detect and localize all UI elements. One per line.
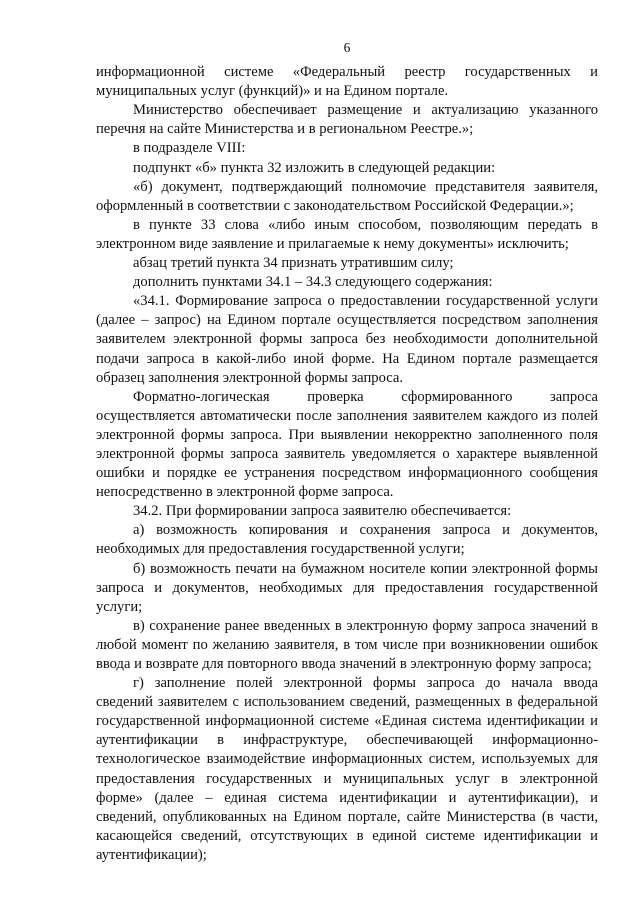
- paragraph: «б) документ, подтверждающий полномочие представителя заявителя, оформленный в соответствии с законодательством Российской Федерации.»;: [96, 178, 598, 214]
- page-number: 6: [343, 40, 351, 55]
- paragraph: а) возможность копирования и сохранения запроса и документов, необходимых для предоставления государственной услуги;: [96, 522, 598, 558]
- paragraph: в) сохранение ранее введенных в электронную форму запроса значений в любой момент по желанию заявителя, в том числе при возникновении ошибок ввода и возврате для повторного ввода значений в электронную форму запроса;: [96, 617, 598, 672]
- paragraph: в подразделе VIII:: [133, 140, 246, 157]
- paragraph: г) заполнение полей электронной формы запроса до начала ввода сведений заявителем с использованием сведений, размещенных в федеральной государственной информационной системе «Единая система идентификации и аутентификации в инфраструктуре, обеспечивающей информационно-технологическое взаимодействие информационных систем, используемых для предоставления государственных и муниципальных услуг в электронной форме» (далее – единая система идентификации и аутентификации), и сведений, опубликованных на Едином портале, сайте Министерства (в части, касающейся сведений, отсутствующих в единой системе идентификации и аутентификации);: [96, 675, 598, 863]
- paragraph: абзац третий пункта 34 признать утратившим силу;: [133, 255, 454, 272]
- paragraph: б) возможность печати на бумажном носителе копии электронной формы запроса и документов, необходимых для предоставления государственной услуги;: [96, 560, 598, 615]
- paragraph: Министерство обеспечивает размещение и актуализацию указанного перечня на сайте Министерства и в региональном Реестре.»;: [96, 102, 598, 138]
- paragraph: подпункт «б» пункта 32 изложить в следующей редакции:: [133, 159, 496, 176]
- paragraph: Форматно-логическая проверка сформированного запроса осуществляется автоматически после заполнения заявителем каждого из полей электронной формы запроса. При выявлении некорректно заполненного поля электронной формы запроса заявитель уведомляется о характере выявленной ошибки и порядке ее устранения посредством информационного сообщения непосредственно в электронной форме запроса.: [96, 388, 598, 501]
- document-body: [96, 63, 598, 865]
- paragraph: 34.2. При формировании запроса заявителю обеспечивается:: [133, 503, 512, 520]
- paragraph: дополнить пунктами 34.1 – 34.3 следующего содержания:: [133, 274, 493, 291]
- paragraph: в пункте 33 слова «либо иным способом, позволяющим передать в электронном виде заявление и прилагаемые к нему документы» исключить;: [96, 216, 598, 252]
- document-page: [96, 38, 598, 865]
- paragraph: информационной системе «Федеральный реестр государственных и муниципальных услуг (функций)» и на Едином портале.: [96, 64, 598, 100]
- paragraph: «34.1. Формирование запроса о предоставлении государственной услуги (далее – запрос) на Едином портале осуществляется посредством заполнения заявителем электронной формы запроса без необходимости дополнительной подачи запроса в какой-либо иной форме. На Едином портале размещается образец заполнения электронной формы запроса.: [96, 293, 598, 386]
